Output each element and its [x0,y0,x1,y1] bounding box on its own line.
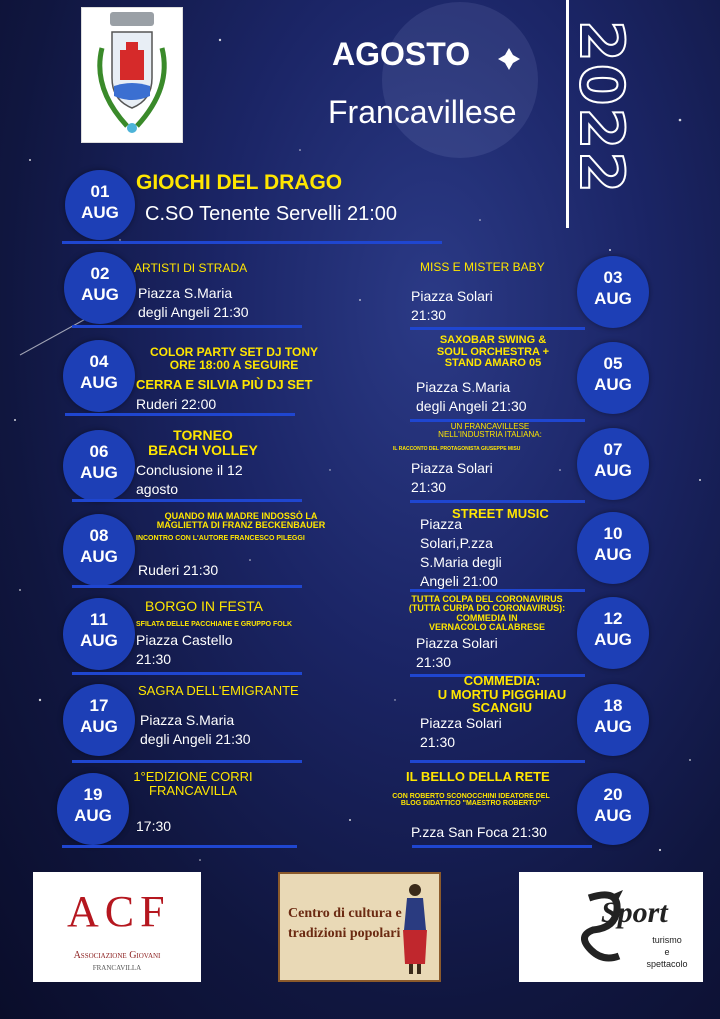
town-crest-icon [81,7,183,143]
sport-sub-line: e [664,947,670,957]
date-day: 03 [603,268,623,287]
subtitle-line: CON ROBERTO SCONOCCHINI IDEATORE DEL [392,793,550,800]
title-line: QUANDO MIA MADRE INDOSSÒ LA [164,511,318,521]
divider-line [72,672,302,675]
date-month: AUG [81,285,119,304]
centro-text [288,904,408,944]
event-title [410,423,570,440]
date-day: 18 [603,696,623,715]
place-line: Piazza Castello [136,632,233,648]
date-day: 10 [603,524,623,543]
page-title: AGOSTO [332,36,471,72]
divider-line [62,845,297,848]
date-month: AUG [80,463,118,482]
title-line: TUTTA COLPA DEL CORONAVIRUS [411,594,563,604]
place-line: agosto [136,481,179,497]
date-day: 20 [603,785,623,804]
title-line: (TUTTA CURPA DO CORONAVIRUS): [408,603,566,614]
event-title: ARTISTI DI STRADA [134,261,248,275]
event-title-highlight: CERRA E SILVIA PIÙ DJ SET [136,377,313,392]
title-line: COMMEDIA IN [456,612,518,623]
title-line: SOUL ORCHESTRA + [436,345,550,358]
centro-line: Centro di cultura e [288,906,402,921]
date-month: AUG [594,630,632,649]
title-line: ORE 18:00 A SEGUIRE [169,357,299,372]
date-month: AUG [594,375,632,394]
date-month: AUG [80,631,118,650]
date-month: AUG [594,545,632,564]
place-line: 21:30 [136,651,172,667]
date-badge [577,256,649,328]
date-badge [577,428,649,500]
place-line: degli Angeli 21:30 [140,731,251,747]
date-day: 06 [89,442,109,461]
event-place: Ruderi 22:00 [136,396,217,412]
title-line: COMMEDIA: [463,673,541,688]
title-line: SCANGIU [472,700,532,716]
sport-subtitle [643,934,691,970]
title-line: SAXOBAR SWING & [439,334,547,346]
place-line: Piazza S.Maria [138,285,233,301]
acf-name: Associazione Giovani [73,950,161,961]
event-place [140,711,251,749]
page-subtitle: Francavillese [328,94,517,130]
acf-letters: ACF [67,887,171,936]
date-badge [577,512,649,584]
place-line: Piazza Solari [416,635,498,651]
date-day: 01 [90,182,110,201]
place-line: 21:30 [420,734,456,750]
event-place [411,459,493,497]
place-line: Conclusione il 12 [136,462,243,478]
place-line: Piazza S.Maria [140,712,235,728]
event-title [418,335,568,370]
event-place: C.SO Tenente Servelli 21:00 [145,203,398,225]
date-day: 02 [90,264,110,283]
title-line: MAGLIETTA DI FRANZ BECKENBAUER [156,520,326,531]
date-day: 17 [89,696,109,715]
divider-line [72,499,302,502]
date-badge [63,430,135,502]
place-line: Piazza Solari [411,460,493,476]
date-month: AUG [594,717,632,736]
title-line: NELL'INDUSTRIA ITALIANA: [438,430,542,440]
divider-line [410,500,585,503]
date-month: AUG [80,373,118,392]
date-badge [57,773,129,845]
date-month: AUG [81,203,119,222]
date-badge [63,514,135,586]
event-place [416,378,527,416]
event-title [128,770,258,797]
event-place [138,284,249,322]
place-line: degli Angeli 21:30 [416,398,527,414]
event-place [136,631,233,669]
lady-figure-icon [399,880,431,976]
date-month: AUG [594,461,632,480]
date-badge [63,598,135,670]
event-place [420,515,502,591]
title-line: TORNEO [173,427,233,443]
event-title [392,595,582,633]
event-title: MISS E MISTER BABY [420,260,545,274]
subtitle-line: BLOG DIDATTICO "MAESTRO ROBERTO" [400,800,542,808]
place-line: Angeli 21:00 [420,573,498,589]
date-badge [63,340,135,412]
date-month: AUG [74,806,112,825]
place-line: Piazza S.Maria [416,379,511,395]
sport-sub-line: turismo [652,935,682,945]
date-badge [577,597,649,669]
event-place [420,714,502,752]
event-place: Ruderi 21:30 [138,562,219,578]
date-day: 05 [603,354,623,373]
place-line: 21:30 [411,479,447,495]
event-place [136,461,243,499]
sport-logo [519,872,703,982]
divider-line [72,760,302,763]
place-line: Piazza Solari [420,715,502,731]
date-month: AUG [594,806,632,825]
event-title: GIOCHI DEL DRAGO [136,171,343,194]
centro-line: tradizioni popolari [288,926,401,941]
acf-logo [33,872,201,982]
divider-line [72,585,302,588]
title-line: STAND AMARO 05 [444,357,542,370]
date-day: 19 [83,785,103,804]
event-title [136,512,346,531]
sport-sub-line: spettacolo [646,959,688,969]
event-title: IL BELLO DELLA RETE [406,769,550,784]
title-line: VERNACOLO CALABRESE [428,622,545,633]
divider-line [412,845,592,848]
event-place [411,287,493,325]
date-month: AUG [80,717,118,736]
title-line: 1°EDIZIONE CORRI [133,769,253,784]
place-line: Solari,P.zza [420,535,493,551]
title-line: U MORTU PIGGHIAU [437,686,567,702]
place-line: S.Maria degli [420,554,502,570]
event-place: P.zza San Foca 21:30 [411,824,547,840]
place-line: degli Angeli 21:30 [138,304,249,320]
place-line: Piazza Solari [411,288,493,304]
date-badge [64,252,136,324]
event-subtitle: INCONTRO CON L'AUTORE FRANCESCO PILEGGI [136,535,305,542]
title-line: UN FRANCAVILLESE [450,422,530,431]
event-place: 17:30 [136,818,172,834]
divider-line [410,589,585,592]
place-line: Piazza [420,516,463,532]
place-line: 21:30 [416,654,452,670]
date-badge [577,773,649,845]
date-badge [65,170,135,240]
date-badge [577,342,649,414]
place-line: 21:30 [411,307,447,323]
event-title: SAGRA DELL'EMIGRANTE [138,683,299,698]
date-month: AUG [594,289,632,308]
divider-line [410,327,585,330]
event-place [416,634,498,672]
acf-town: FRANCAVILLA [92,964,142,972]
year-label: 2022 [566,20,636,195]
date-day: 08 [89,526,109,545]
event-title [134,346,334,371]
title-line: BEACH VOLLEY [148,441,258,458]
date-badge [63,684,135,756]
event-subtitle [373,793,569,808]
title-line: COLOR PARTY SET DJ TONY [149,345,319,359]
date-day: 12 [603,609,623,628]
sport-word: Sport [601,896,668,929]
date-month: AUG [80,547,118,566]
divider-line [410,760,585,763]
event-title: BORGO IN FESTA [145,598,263,614]
title-line: FRANCAVILLA [149,782,237,798]
date-day: 04 [89,352,109,371]
event-subtitle: SFILATA DELLE PACCHIANE E GRUPPO FOLK [136,621,293,628]
date-day: 11 [90,610,108,629]
centro-cultura-logo [278,872,441,982]
date-day: 07 [603,440,623,459]
event-subtitle: IL RACCONTO DEL PROTAGONISTA GIUSEPPE MISU [393,446,521,452]
event-title [416,674,588,715]
event-title [138,428,268,457]
divider-line [62,241,442,244]
divider-line [65,413,295,416]
divider-line [72,325,302,328]
event-title: STREET MUSIC [452,506,549,521]
